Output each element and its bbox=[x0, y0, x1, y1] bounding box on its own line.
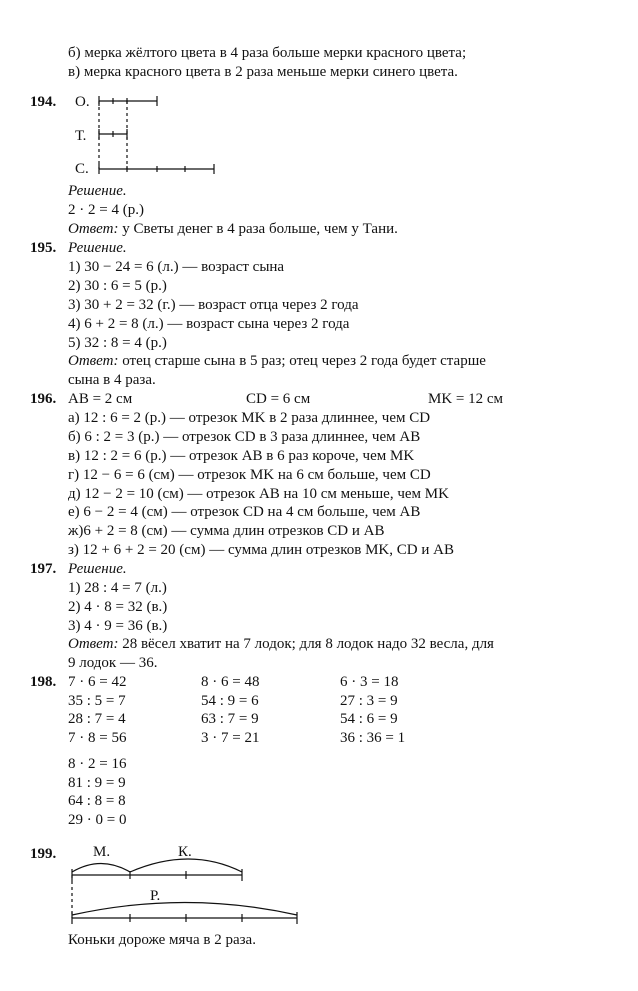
p199-conclusion: Коньки дороже мяча в 2 раза. bbox=[68, 932, 256, 948]
p197-answer-cont: 9 лодок — 36. bbox=[68, 655, 158, 671]
p198-expr: 64 : 8 = 8 bbox=[68, 793, 126, 809]
answer-label: Ответ: bbox=[68, 353, 119, 369]
p196-item: е) 6 − 2 = 4 (см) — отрезок CD на 4 см больше, чем AB bbox=[68, 504, 421, 520]
p195-step: 5) 32 : 8 = 4 (р.) bbox=[68, 335, 167, 351]
label-m: М. bbox=[93, 844, 111, 860]
p198-expr: 7 · 6 = 42 bbox=[68, 674, 127, 690]
p195-answer-cont: сына в 4 раза. bbox=[68, 372, 156, 388]
given-mk: MK = 12 см bbox=[428, 391, 504, 407]
p195-step: 4) 6 + 2 = 8 (л.) — возраст сына через 2 года bbox=[68, 316, 350, 332]
p196-item: а) 12 : 6 = 2 (р.) — отрезок MK в 2 раза длиннее, чем CD bbox=[68, 410, 431, 426]
segment-label-t: Т. bbox=[75, 128, 87, 144]
p198-expr: 28 : 7 = 4 bbox=[68, 711, 126, 727]
segment-label-o: О. bbox=[75, 94, 90, 110]
p198-expr: 81 : 9 = 9 bbox=[68, 774, 126, 791]
p197-step: 2) 4 · 8 = 32 (в.) bbox=[68, 599, 168, 615]
p195-step: 3) 30 + 2 = 32 (г.) — возраст отца через 2 года bbox=[68, 297, 359, 313]
p196-item: б) 6 : 2 = 3 (р.) — отрезок CD в 3 раза длиннее, чем AB bbox=[68, 429, 421, 445]
p195-step: 2) 30 : 6 = 5 (р.) bbox=[68, 278, 167, 294]
label-r: Р. bbox=[150, 888, 161, 904]
p196-item: з) 12 + 6 + 2 = 20 (см) — сумма длин отрезков MK, CD и AB bbox=[68, 542, 454, 558]
answer-label: Ответ: bbox=[68, 221, 119, 237]
p194-calc: 2 · 2 = 4 (р.) bbox=[68, 202, 144, 218]
p198-expr: 35 : 5 = 7 bbox=[68, 692, 126, 709]
p198-expr: 7 · 8 = 56 bbox=[68, 729, 127, 746]
intro-line-b: б) мерка жёлтого цвета в 4 раза больше мерки красного цвета; bbox=[68, 45, 467, 61]
given-ab: AB = 2 см bbox=[68, 391, 133, 407]
p195-step: 1) 30 − 24 = 6 (л.) — возраст сына bbox=[68, 259, 285, 275]
p195-solution-label: Решение. bbox=[68, 240, 127, 256]
segment-label-s: С. bbox=[75, 161, 89, 177]
p198-expr: 29 · 0 = 0 bbox=[68, 811, 127, 828]
p198-expr: 54 : 9 = 6 bbox=[201, 692, 259, 709]
p196-item: в) 12 : 2 = 6 (р.) — отрезок AB в 6 раз короче, чем MK bbox=[68, 448, 415, 464]
intro-line-v: в) мерка красного цвета в 2 раза меньше мерки синего цвета. bbox=[68, 64, 458, 80]
problem-196-number: 196. bbox=[30, 391, 57, 407]
p196-item: ж)6 + 2 = 8 (см) — сумма длин отрезков CD и AB bbox=[68, 523, 385, 539]
p198-expr: 6 · 3 = 18 bbox=[340, 674, 399, 690]
p196-item: д) 12 − 2 = 10 (см) — отрезок AB на 10 см меньше, чем MK bbox=[68, 486, 449, 502]
problem-197-number: 197. bbox=[30, 561, 57, 577]
p198-expr: 3 · 7 = 21 bbox=[201, 729, 260, 746]
answer-label: Ответ: bbox=[68, 636, 119, 652]
answer-text: у Светы денег в 4 раза больше, чем у Тани. bbox=[118, 221, 398, 237]
given-cd: CD = 6 см bbox=[246, 391, 311, 407]
p196-item: г) 12 − 6 = 6 (см) — отрезок MK на 6 см больше, чем CD bbox=[68, 467, 431, 483]
p197-step: 1) 28 : 4 = 7 (л.) bbox=[68, 580, 167, 596]
problem-195-number: 195. bbox=[30, 240, 57, 256]
p198-expr: 63 : 7 = 9 bbox=[201, 711, 259, 727]
problem-199-number: 199. bbox=[30, 846, 57, 862]
problem-194-number: 194. bbox=[30, 94, 57, 110]
p194-solution-label: Решение. bbox=[68, 183, 127, 199]
answer-text: отец старше сына в 5 раз; отец через 2 года будет старше bbox=[118, 353, 486, 369]
p197-step: 3) 4 · 9 = 36 (в.) bbox=[68, 618, 168, 634]
p198-expr: 54 : 6 = 9 bbox=[340, 711, 398, 727]
p198-expr: 36 : 36 = 1 bbox=[340, 729, 406, 746]
p198-expr: 8 · 2 = 16 bbox=[68, 756, 127, 772]
label-k: К. bbox=[178, 844, 192, 860]
p198-expr: 8 · 6 = 48 bbox=[201, 674, 260, 690]
problem-198-number: 198. bbox=[30, 674, 57, 690]
answer-text: 28 вёсел хватит на 7 лодок; для 8 лодок надо 32 весла, для bbox=[118, 636, 494, 652]
p198-expr: 27 : 3 = 9 bbox=[340, 692, 398, 709]
p197-solution-label: Решение. bbox=[68, 561, 127, 577]
